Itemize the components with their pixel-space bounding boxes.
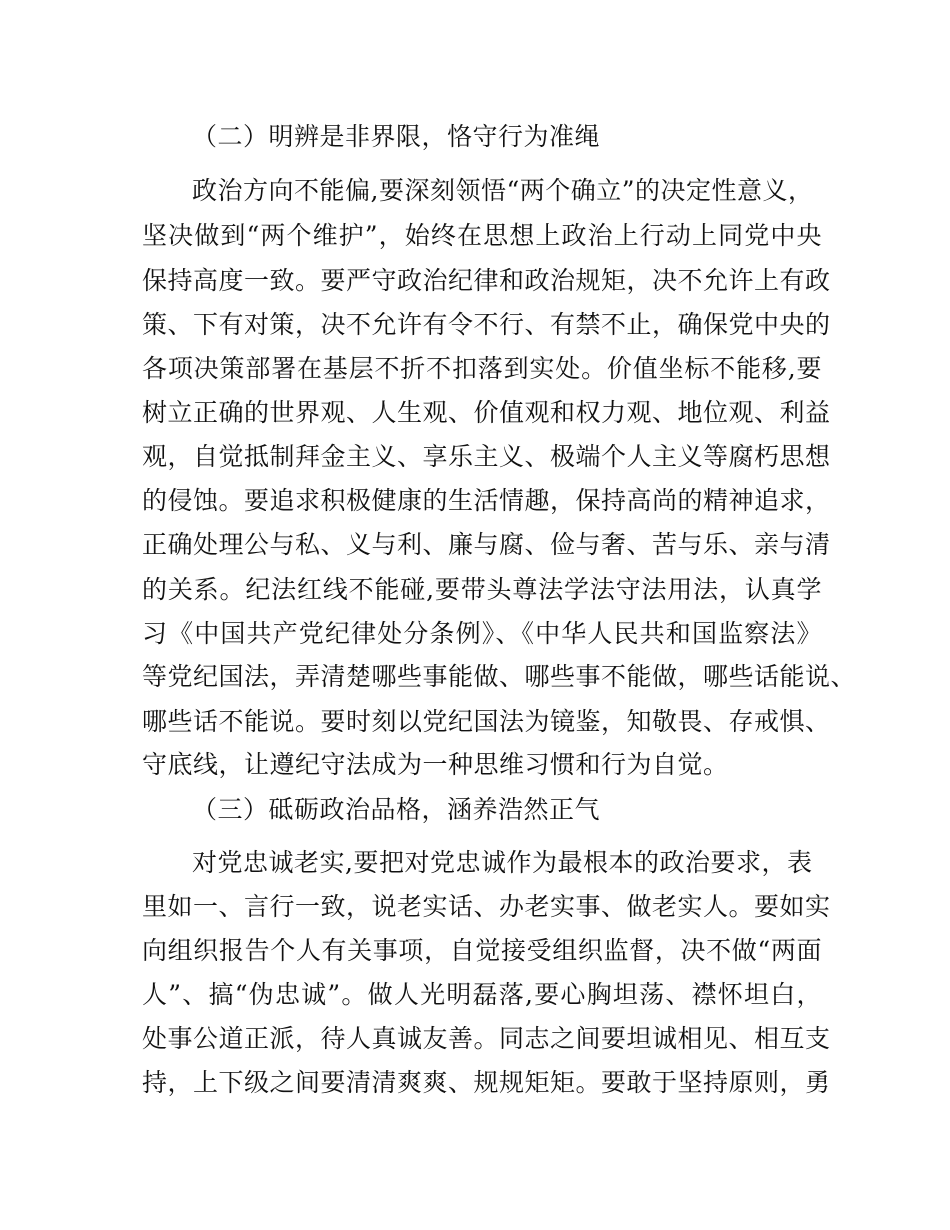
paragraph-line: 的关系。纪法红线不能碰,要带头尊法学法守法用法，认真学	[142, 575, 822, 604]
paragraph-line: 正确处理公与私、义与利、廉与腐、俭与奢、苦与乐、亲与清	[142, 530, 831, 559]
paragraph-line: 观，自觉抵制拜金主义、享乐主义、极端个人主义等腐朽思想	[142, 442, 831, 471]
paragraph-line: 的侵蚀。要追求积极健康的生活情趣，保持高尚的精神追求，	[142, 486, 831, 515]
paragraph-line: 守底线，让遵纪守法成为一种思维习惯和行为自觉。	[142, 750, 729, 779]
section-heading-3: （三）砥砺政治品格，涵养浩然正气	[192, 795, 601, 824]
paragraph-line: 策、下有对策，决不允许有令不行、有禁不止，确保党中央的	[142, 310, 831, 339]
paragraph-line: 保持高度一致。要严守政治纪律和政治规矩，决不允许上有政	[142, 266, 831, 295]
paragraph-line: 习《中国共产党纪律处分条例》、《中华人民共和国监察法》	[142, 619, 822, 648]
section-heading-2: （二）明辨是非界限，恪守行为准绳	[192, 122, 601, 151]
paragraph-line: 向组织报告个人有关事项，自觉接受组织监督，决不做“两面	[142, 936, 822, 965]
paragraph-line: 人”、搞“伪忠诚”。做人光明磊落,要心胸坦荡、襟怀坦白，	[142, 980, 822, 1009]
paragraph-line: 对党忠诚老实,要把对党忠诚作为最根本的政治要求，表	[192, 848, 813, 877]
paragraph-line: 处事公道正派，待人真诚友善。同志之间要坦诚相见、相互支	[142, 1024, 831, 1053]
paragraph-line: 等党纪国法，弄清楚哪些事能做、哪些事不能做，哪些话能说、	[142, 662, 857, 691]
paragraph-line: 树立正确的世界观、人生观、价值观和权力观、地位观、利益	[142, 398, 831, 427]
paragraph-line: 哪些话不能说。要时刻以党纪国法为镜鉴，知敬畏、存戒惧、	[142, 707, 831, 736]
paragraph-line: 各项决策部署在基层不折不扣落到实处。价值坐标不能移,要	[142, 354, 822, 383]
paragraph-line: 持，上下级之间要清清爽爽、规规矩矩。要敢于坚持原则，勇	[142, 1068, 831, 1097]
paragraph-line: 坚决做到“两个维护”，始终在思想上政治上行动上同党中央	[142, 221, 822, 250]
paragraph-line: 政治方向不能偏,要深刻领悟“两个确立”的决定性意义，	[192, 176, 814, 205]
paragraph-line: 里如一、言行一致，说老实话、办老实事、做老实人。要如实	[142, 892, 831, 921]
